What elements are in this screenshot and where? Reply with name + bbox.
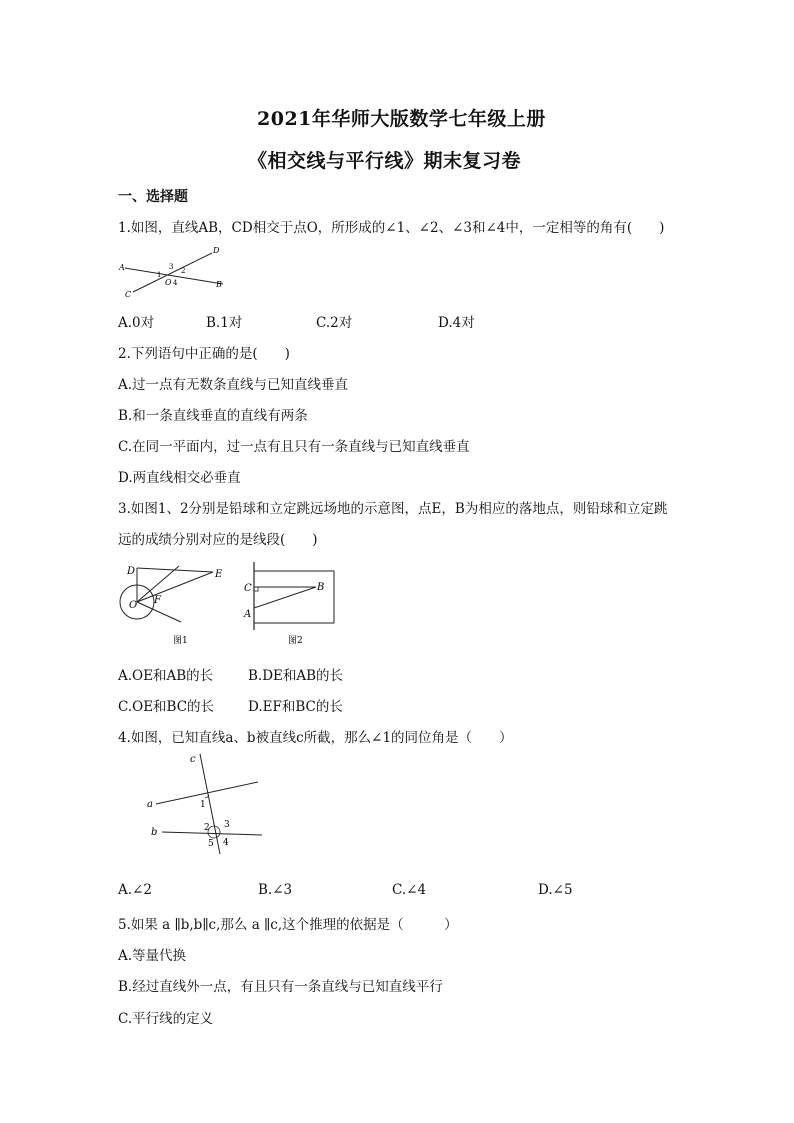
line-a xyxy=(156,782,258,804)
figure-2-caption: 图2 xyxy=(288,636,303,646)
label-a: A xyxy=(244,609,252,620)
line-oe xyxy=(137,572,213,602)
label-b: b xyxy=(151,827,158,838)
label-e: E xyxy=(215,569,223,580)
q5-option-c: C.平行线的定义 xyxy=(118,1011,214,1027)
page-subtitle: 《相交线与平行线》期末复习卷 xyxy=(248,150,522,172)
q5-option-b: B.经过直线外一点，有且只有一条直线与已知直线平行 xyxy=(118,979,443,995)
q1-option-d: D.4对 xyxy=(438,315,475,331)
label-angle-3: 3 xyxy=(224,820,230,830)
question-5-text: 5.如果 a ∥b,b∥c,那么 a ∥c,这个推理的依据是（ ） xyxy=(118,917,458,933)
question-4-figure xyxy=(142,752,267,857)
question-3-text-line2: 远的成绩分别对应的是线段( ) xyxy=(118,532,318,548)
q2-option-a: A.过一点有无数条直线与已知直线垂直 xyxy=(118,377,349,393)
q4-option-b: B.∠3 xyxy=(258,882,293,898)
page-title: 2021年华师大版数学七年级上册 xyxy=(257,108,546,130)
q2-option-b: B.和一条直线垂直的直线有两条 xyxy=(118,408,308,424)
label-angle-5: 5 xyxy=(208,839,214,849)
question-4-text: 4.如图，已知直线a、b被直线c所截，那么∠1的同位角是（ ） xyxy=(118,730,513,746)
label-d: D xyxy=(127,566,136,577)
line-ab xyxy=(254,587,316,608)
label-a: A xyxy=(119,263,125,272)
q4-option-a: A.∠2 xyxy=(118,882,152,898)
label-angle-2: 2 xyxy=(204,823,210,833)
q2-option-c: C.在同一平面内，过一点有且只有一条直线与已知直线垂直 xyxy=(118,439,470,455)
label-angle-4: 4 xyxy=(223,838,229,848)
q3-option-d: D.EF和BC的长 xyxy=(248,699,343,715)
line-b xyxy=(162,832,262,835)
question-3-figure-1 xyxy=(115,560,240,650)
q3-option-a: A.OE和AB的长 xyxy=(118,668,214,684)
question-2-text: 2.下列语句中正确的是( ) xyxy=(118,346,290,362)
label-a: a xyxy=(147,799,153,810)
label-f: F xyxy=(154,595,161,606)
label-b: B xyxy=(317,582,325,593)
label-c: C xyxy=(125,290,132,299)
question-1-figure xyxy=(115,243,227,299)
q3-option-c: C.OE和BC的长 xyxy=(118,699,215,715)
label-c: c xyxy=(190,754,196,765)
label-o: O xyxy=(165,278,172,287)
sand-pit xyxy=(254,571,334,623)
label-angle-4: 4 xyxy=(173,279,178,287)
angle-arc-b xyxy=(208,826,220,838)
q4-option-c: C.∠4 xyxy=(392,882,427,898)
label-b: B xyxy=(216,280,222,289)
label-d: D xyxy=(213,246,220,255)
question-3-figure-2 xyxy=(240,560,340,650)
q1-option-a: A.0对 xyxy=(118,315,155,331)
q3-option-b: B.DE和AB的长 xyxy=(248,668,344,684)
q4-option-d: D.∠5 xyxy=(538,882,573,898)
label-o: O xyxy=(129,600,138,611)
figure-1-caption: 图1 xyxy=(173,636,188,646)
section-heading: 一、选择题 xyxy=(118,189,188,205)
question-3-text-line1: 3.如图1、2分别是铅球和立定跳远场地的示意图，点E，B为相应的落地点，则铅球和立定跳 xyxy=(118,501,668,517)
label-angle-1: 1 xyxy=(157,271,162,279)
q1-option-c: C.2对 xyxy=(316,315,353,331)
label-angle-2: 2 xyxy=(181,267,186,275)
label-c: C xyxy=(244,583,252,594)
question-1-text: 1.如图，直线AB，CD相交于点O，所形成的∠1、∠2、∠3和∠4中，一定相等的角有( ) xyxy=(118,220,665,236)
label-angle-3: 3 xyxy=(169,263,174,271)
right-angle-mark xyxy=(254,587,258,591)
q2-option-d: D.两直线相交必垂直 xyxy=(118,470,241,486)
q5-option-a: A.等量代换 xyxy=(118,948,187,964)
q1-option-b: B.1对 xyxy=(206,315,243,331)
label-angle-1: 1 xyxy=(200,800,206,810)
